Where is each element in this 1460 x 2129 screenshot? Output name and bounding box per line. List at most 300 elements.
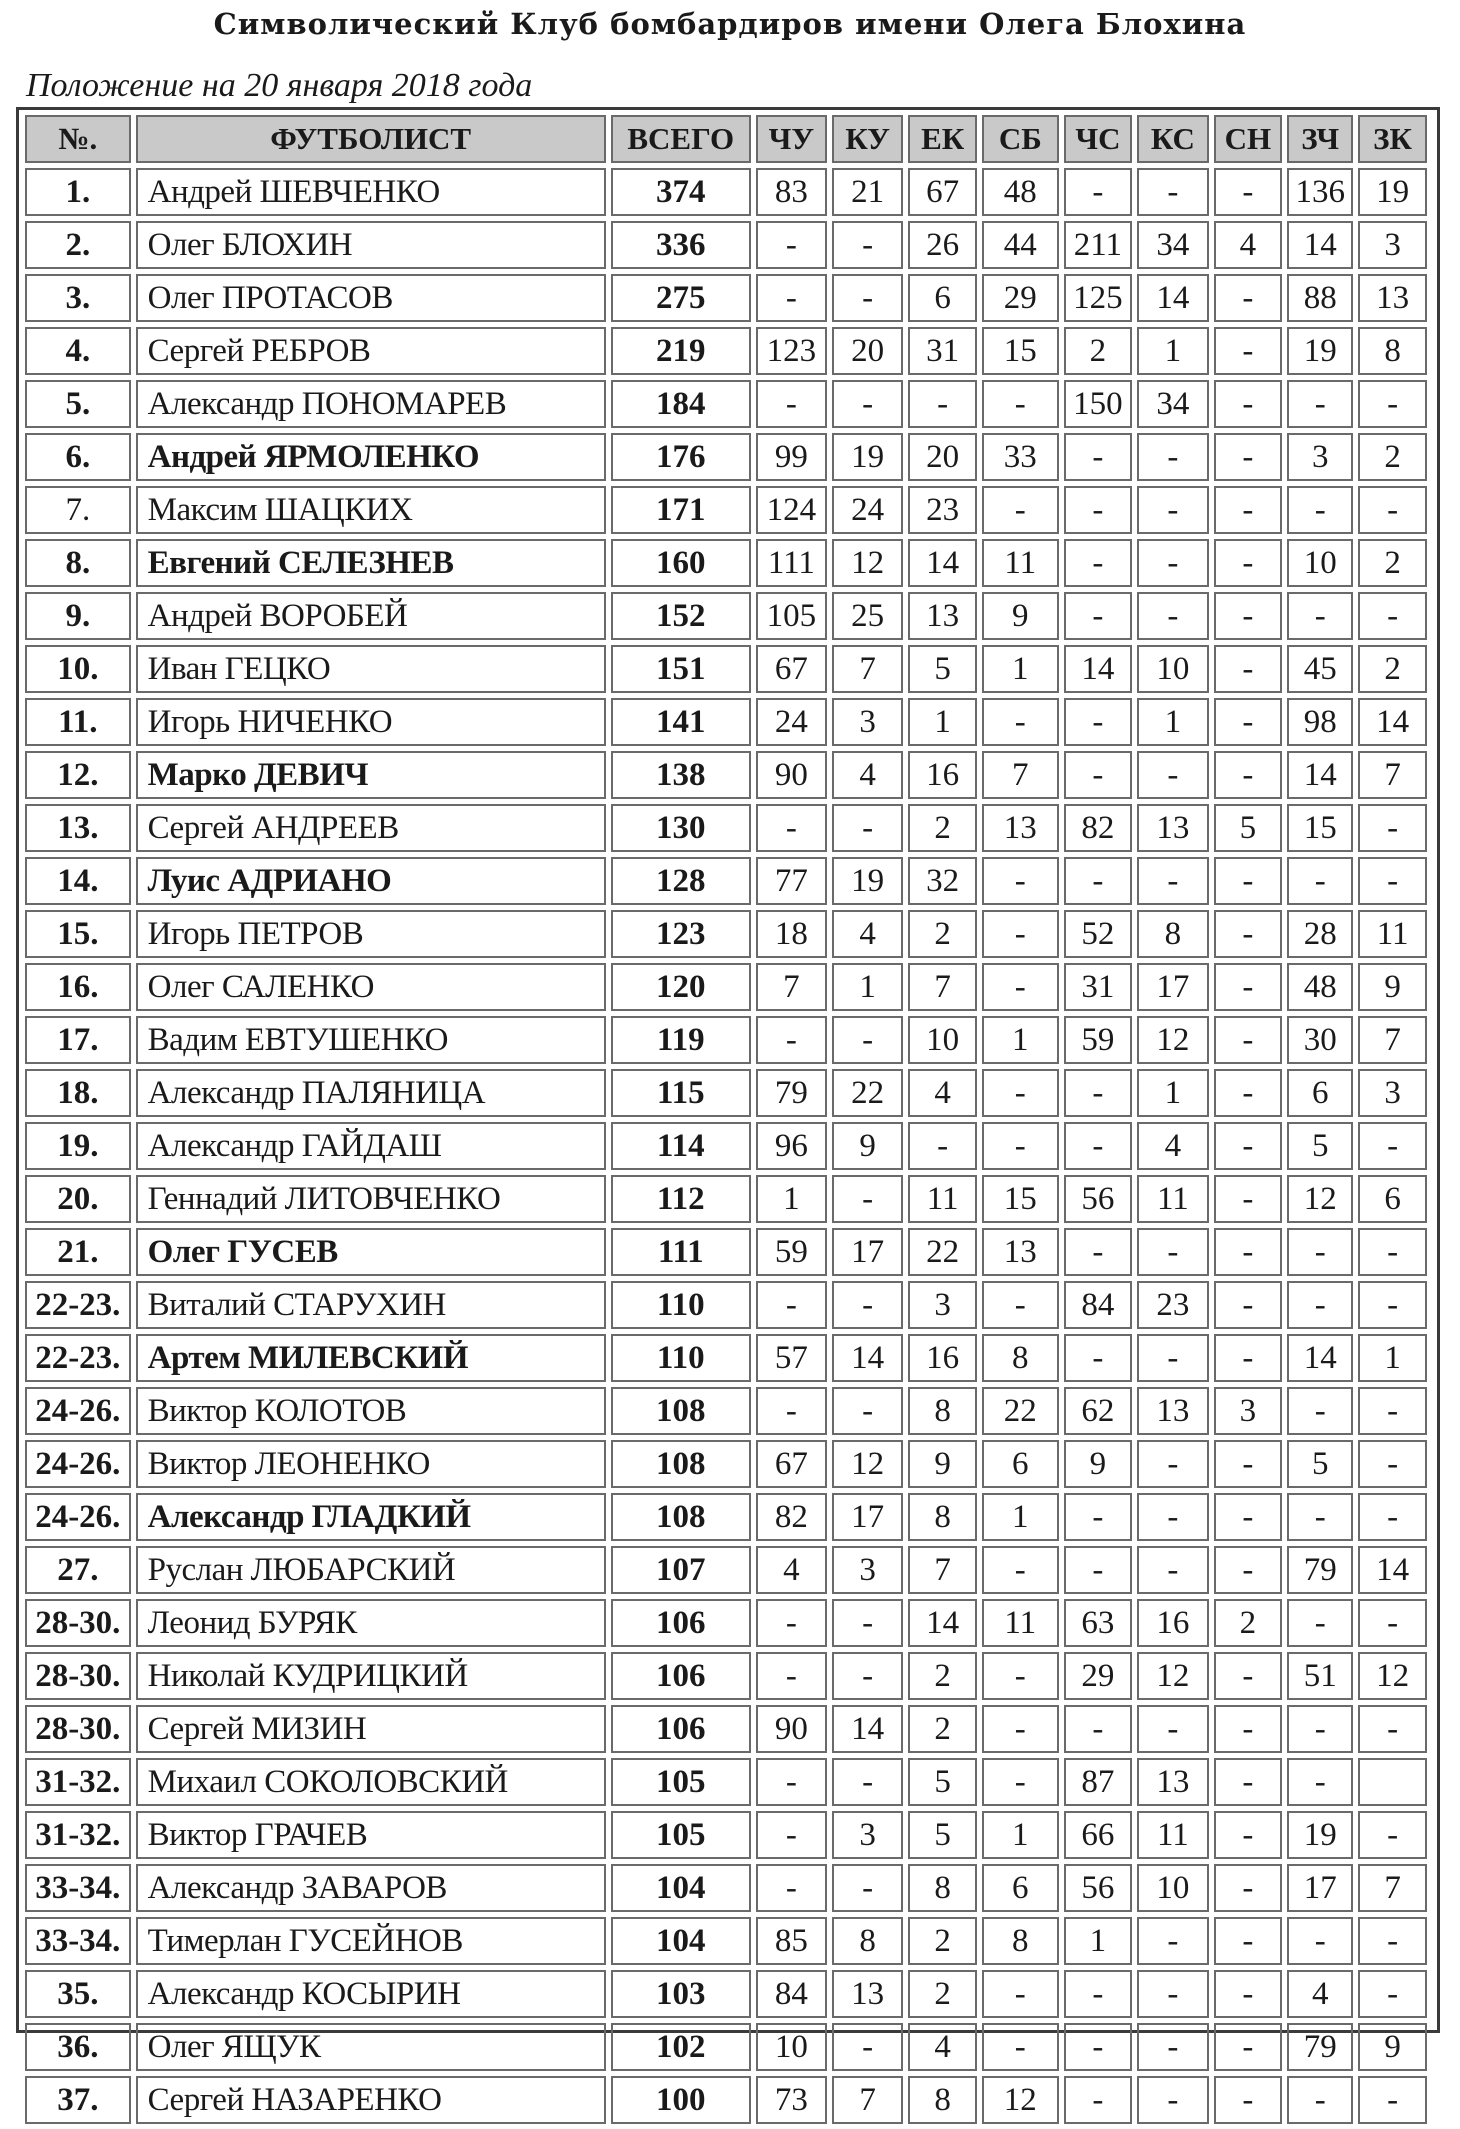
cell-total: 104 [611,1917,751,1965]
cell-zk: - [1358,804,1427,852]
cell-rank: 31-32. [25,1758,131,1806]
cell-sb: - [982,1970,1059,2018]
cell-zk: 7 [1358,751,1427,799]
cell-ks: - [1137,751,1208,799]
cell-total: 111 [611,1228,751,1276]
cell-ku: - [832,221,903,269]
cell-zch: 10 [1287,539,1353,587]
cell-player-name: Сергей НАЗАРЕНКО [136,2076,606,2124]
cell-chs: 1 [1064,1917,1133,1965]
cell-zch: - [1287,1758,1353,1806]
cell-sn: - [1214,1917,1283,1965]
cell-chu: 84 [756,1970,827,2018]
cell-ek: 5 [908,645,977,693]
cell-ku: - [832,1016,903,1064]
cell-sb: - [982,1705,1059,1753]
cell-total: 219 [611,327,751,375]
cell-zk: - [1358,1281,1427,1329]
cell-player-name: Виталий СТАРУХИН [136,1281,606,1329]
cell-rank: 12. [25,751,131,799]
cell-ks: - [1137,1334,1208,1382]
cell-rank: 37. [25,2076,131,2124]
cell-sn: - [1214,1016,1283,1064]
cell-player-name: Александр ЗАВАРОВ [136,1864,606,1912]
cell-sb: - [982,1122,1059,1170]
cell-player-name: Александр ГАЙДАШ [136,1122,606,1170]
cell-player-name: Сергей АНДРЕЕВ [136,804,606,852]
cell-player-name: Андрей ВОРОБЕЙ [136,592,606,640]
cell-chu: - [756,1864,827,1912]
cell-rank: 13. [25,804,131,852]
cell-chs: 52 [1064,910,1133,958]
cell-zk: 12 [1358,1652,1427,1700]
cell-total: 374 [611,168,751,216]
cell-rank: 20. [25,1175,131,1223]
cell-zch: - [1287,1917,1353,1965]
cell-rank: 27. [25,1546,131,1594]
cell-total: 108 [611,1493,751,1541]
cell-zch: 5 [1287,1440,1353,1488]
cell-sb: 29 [982,274,1059,322]
table-row [25,274,1427,322]
cell-sb: 33 [982,433,1059,481]
cell-sb: 6 [982,1864,1059,1912]
cell-zch: 5 [1287,1122,1353,1170]
cell-sb: 1 [982,1016,1059,1064]
cell-zch: 14 [1287,221,1353,269]
cell-ku: 12 [832,539,903,587]
cell-ek: 22 [908,1228,977,1276]
cell-chu: - [756,804,827,852]
cell-zch: 14 [1287,1334,1353,1382]
cell-chs: 87 [1064,1758,1133,1806]
cell-ku: 7 [832,645,903,693]
cell-ku: 19 [832,433,903,481]
table-frame [16,107,1440,2118]
table-row [25,910,1427,958]
cell-ku: - [832,804,903,852]
cell-total: 141 [611,698,751,746]
cell-rank: 28-30. [25,1705,131,1753]
cell-sb: 12 [982,2076,1059,2124]
cell-ku: - [832,1758,903,1806]
cell-total: 103 [611,1970,751,2018]
cell-zk: - [1358,1970,1427,2018]
cell-zk: - [1358,1387,1427,1435]
cell-rank: 31-32. [25,1811,131,1859]
cell-sn: - [1214,2023,1283,2071]
cell-ks: 1 [1137,327,1208,375]
cell-player-name: Сергей МИЗИН [136,1705,606,1753]
page-title: Символический Клуб бомбардиров имени Олега Блохина [213,7,1247,41]
cell-chu: 82 [756,1493,827,1541]
cell-zch: 19 [1287,327,1353,375]
cell-sb: 1 [982,645,1059,693]
cell-zk: 2 [1358,645,1427,693]
cell-chs: 9 [1064,1440,1133,1488]
cell-ku: 3 [832,1811,903,1859]
cell-ks: - [1137,168,1208,216]
table-row [25,2023,1427,2071]
cell-chs: - [1064,1334,1133,1382]
col-header-ks: КС [1137,115,1208,163]
cell-rank: 24-26. [25,1493,131,1541]
cell-sb: 15 [982,327,1059,375]
table-row [25,1122,1427,1170]
cell-sn: - [1214,645,1283,693]
cell-ks: 1 [1137,1069,1208,1117]
cell-rank: 33-34. [25,1864,131,1912]
cell-chu: 96 [756,1122,827,1170]
cell-ek: 8 [908,1387,977,1435]
cell-total: 112 [611,1175,751,1223]
cell-rank: 10. [25,645,131,693]
cell-ku: 14 [832,1705,903,1753]
table-row [25,1228,1427,1276]
cell-ek: 5 [908,1758,977,1806]
cell-ek: 2 [908,1917,977,1965]
cell-ek: 5 [908,1811,977,1859]
cell-zk: 3 [1358,1069,1427,1117]
cell-ek: 6 [908,274,977,322]
cell-player-name: Сергей РЕБРОВ [136,327,606,375]
cell-total: 105 [611,1811,751,1859]
cell-rank: 24-26. [25,1440,131,1488]
cell-ku: 7 [832,2076,903,2124]
cell-player-name: Михаил СОКОЛОВСКИЙ [136,1758,606,1806]
cell-zch: 15 [1287,804,1353,852]
cell-ek: 23 [908,486,977,534]
cell-chs: - [1064,592,1133,640]
cell-zk: 8 [1358,327,1427,375]
header-row [25,115,1427,163]
cell-chu: 105 [756,592,827,640]
col-header-number: №. [25,115,131,163]
cell-sn: - [1214,1864,1283,1912]
cell-total: 160 [611,539,751,587]
cell-ku: 21 [832,168,903,216]
cell-ks: - [1137,433,1208,481]
cell-chs: 84 [1064,1281,1133,1329]
cell-chu: 90 [756,1705,827,1753]
table-row [25,804,1427,852]
cell-ks: - [1137,1705,1208,1753]
cell-chs: - [1064,751,1133,799]
cell-ks: 16 [1137,1599,1208,1647]
cell-total: 106 [611,1652,751,1700]
cell-chs: - [1064,2076,1133,2124]
cell-total: 100 [611,2076,751,2124]
cell-sb: 7 [982,751,1059,799]
cell-zk: 14 [1358,1546,1427,1594]
cell-ks: - [1137,539,1208,587]
cell-total: 105 [611,1758,751,1806]
cell-ek: - [908,380,977,428]
cell-sn: - [1214,857,1283,905]
cell-zch: - [1287,1705,1353,1753]
cell-rank: 21. [25,1228,131,1276]
cell-ku: 17 [832,1493,903,1541]
cell-sn: 4 [1214,221,1283,269]
cell-ek: 4 [908,2023,977,2071]
cell-ku: - [832,380,903,428]
cell-zk: 7 [1358,1016,1427,1064]
table-row [25,1069,1427,1117]
cell-sn: - [1214,1811,1283,1859]
cell-zch: 14 [1287,751,1353,799]
col-header-zk: ЗК [1358,115,1427,163]
cell-rank: 16. [25,963,131,1011]
cell-ks: - [1137,486,1208,534]
cell-chs: 56 [1064,1864,1133,1912]
cell-player-name: Иван ГЕЦКО [136,645,606,693]
cell-player-name: Тимерлан ГУСЕЙНОВ [136,1917,606,1965]
cell-zch: 79 [1287,1546,1353,1594]
cell-ek: 16 [908,751,977,799]
cell-total: 336 [611,221,751,269]
cell-sn: - [1214,698,1283,746]
cell-sn: - [1214,1652,1283,1700]
cell-sn: - [1214,1758,1283,1806]
cell-zk: - [1358,1440,1427,1488]
table-row [25,380,1427,428]
table-row [25,1546,1427,1594]
cell-rank: 1. [25,168,131,216]
cell-ku: 17 [832,1228,903,1276]
cell-chs: - [1064,1546,1133,1594]
cell-zk: - [1358,380,1427,428]
cell-ek: 2 [908,1970,977,2018]
cell-ks: 13 [1137,1758,1208,1806]
cell-ek: 2 [908,910,977,958]
cell-zch: - [1287,857,1353,905]
table-row [25,1917,1427,1965]
cell-ek: - [908,1122,977,1170]
col-header-ek: ЕК [908,115,977,163]
table-row [25,1440,1427,1488]
cell-rank: 3. [25,274,131,322]
table-row [25,1705,1427,1753]
cell-rank: 24-26. [25,1387,131,1435]
table-row [25,433,1427,481]
table-row [25,645,1427,693]
cell-total: 106 [611,1599,751,1647]
table-row [25,1970,1427,2018]
cell-rank: 33-34. [25,1917,131,1965]
cell-ek: 67 [908,168,977,216]
cell-sb: 1 [982,1811,1059,1859]
cell-player-name: Олег ЯЩУК [136,2023,606,2071]
cell-ku: - [832,1652,903,1700]
cell-ks: - [1137,1493,1208,1541]
cell-ks: 4 [1137,1122,1208,1170]
cell-chs: - [1064,857,1133,905]
cell-ku: - [832,274,903,322]
cell-sb: 22 [982,1387,1059,1435]
cell-chu: - [756,1016,827,1064]
cell-total: 110 [611,1334,751,1382]
cell-ek: 8 [908,1864,977,1912]
table-row [25,1334,1427,1382]
cell-sn: - [1214,1493,1283,1541]
cell-ks: 13 [1137,1387,1208,1435]
cell-zk: - [1358,486,1427,534]
cell-zch: 12 [1287,1175,1353,1223]
cell-sn: - [1214,751,1283,799]
table-row [25,592,1427,640]
cell-zch: 4 [1287,1970,1353,2018]
col-header-total: ВСЕГО [611,115,751,163]
cell-ks: - [1137,857,1208,905]
cell-chu: - [756,1652,827,1700]
cell-sn: - [1214,1122,1283,1170]
cell-ks: - [1137,592,1208,640]
cell-sn: - [1214,963,1283,1011]
cell-rank: 15. [25,910,131,958]
cell-player-name: Олег САЛЕНКО [136,963,606,1011]
cell-zk: 1 [1358,1334,1427,1382]
cell-rank: 17. [25,1016,131,1064]
cell-chu: 90 [756,751,827,799]
cell-chs: 59 [1064,1016,1133,1064]
cell-ku: 3 [832,698,903,746]
cell-chu: 57 [756,1334,827,1382]
cell-chs: 31 [1064,963,1133,1011]
cell-sb: - [982,1546,1059,1594]
table-row [25,327,1427,375]
cell-chu: 79 [756,1069,827,1117]
cell-ku: 22 [832,1069,903,1117]
cell-ks: 10 [1137,1864,1208,1912]
table-row [25,698,1427,746]
cell-player-name: Руслан ЛЮБАРСКИЙ [136,1546,606,1594]
table-row [25,1811,1427,1859]
standings-date: Положение на 20 января 2018 года [26,67,533,104]
cell-zch: 3 [1287,433,1353,481]
table-row [25,168,1427,216]
cell-zk: - [1358,592,1427,640]
cell-sb: - [982,486,1059,534]
cell-rank: 8. [25,539,131,587]
cell-ek: 4 [908,1069,977,1117]
cell-sn: - [1214,1334,1283,1382]
cell-ku: 19 [832,857,903,905]
table-row [25,1599,1427,1647]
cell-total: 110 [611,1281,751,1329]
cell-ks: 34 [1137,221,1208,269]
cell-player-name: Олег ГУСЕВ [136,1228,606,1276]
cell-zch: - [1287,380,1353,428]
cell-ku: - [832,1281,903,1329]
cell-total: 104 [611,1864,751,1912]
cell-sb: 11 [982,1599,1059,1647]
cell-player-name: Александр ПОНОМАРЕВ [136,380,606,428]
cell-total: 115 [611,1069,751,1117]
cell-chs: 14 [1064,645,1133,693]
cell-ek: 9 [908,1440,977,1488]
cell-sn: 2 [1214,1599,1283,1647]
cell-rank: 4. [25,327,131,375]
cell-sn: - [1214,1175,1283,1223]
cell-total: 275 [611,274,751,322]
cell-zch: 136 [1287,168,1353,216]
cell-sb: - [982,1758,1059,1806]
cell-player-name: Николай КУДРИЦКИЙ [136,1652,606,1700]
cell-chu: - [756,1281,827,1329]
cell-zk: 2 [1358,433,1427,481]
cell-sb: 8 [982,1917,1059,1965]
cell-sn: - [1214,1069,1283,1117]
cell-chu: 18 [756,910,827,958]
cell-ks: 11 [1137,1175,1208,1223]
cell-zk: 3 [1358,221,1427,269]
cell-ek: 2 [908,804,977,852]
cell-sn: 3 [1214,1387,1283,1435]
cell-chu: 99 [756,433,827,481]
cell-zch: - [1287,486,1353,534]
cell-zch: 19 [1287,1811,1353,1859]
cell-ks: - [1137,1546,1208,1594]
cell-total: 138 [611,751,751,799]
cell-player-name: Виктор ГРАЧЕВ [136,1811,606,1859]
cell-total: 130 [611,804,751,852]
cell-sn: - [1214,1440,1283,1488]
col-header-player: ФУТБОЛИСТ [136,115,606,163]
cell-chs: - [1064,1069,1133,1117]
cell-player-name: Вадим ЕВТУШЕНКО [136,1016,606,1064]
col-header-chu: ЧУ [756,115,827,163]
cell-chu: 73 [756,2076,827,2124]
cell-ek: 26 [908,221,977,269]
col-header-ku: КУ [832,115,903,163]
cell-sb: - [982,380,1059,428]
cell-zk: - [1358,1917,1427,1965]
cell-rank: 11. [25,698,131,746]
cell-total: 152 [611,592,751,640]
cell-ek: 14 [908,539,977,587]
cell-player-name: Олег ПРОТАСОВ [136,274,606,322]
cell-ek: 16 [908,1334,977,1382]
cell-zk: - [1358,1122,1427,1170]
cell-zch: 79 [1287,2023,1353,2071]
cell-sb: - [982,1069,1059,1117]
cell-ks: 8 [1137,910,1208,958]
table-row [25,486,1427,534]
cell-zch: 17 [1287,1864,1353,1912]
cell-ek: 13 [908,592,977,640]
cell-rank: 19. [25,1122,131,1170]
cell-sb: 13 [982,804,1059,852]
cell-zch: 45 [1287,645,1353,693]
cell-total: 120 [611,963,751,1011]
cell-total: 102 [611,2023,751,2071]
cell-ek: 20 [908,433,977,481]
cell-chu: 124 [756,486,827,534]
cell-player-name: Александр ПАЛЯНИЦА [136,1069,606,1117]
cell-zk: 9 [1358,963,1427,1011]
cell-chs: 82 [1064,804,1133,852]
cell-chu: - [756,1811,827,1859]
table-row [25,1175,1427,1223]
cell-total: 128 [611,857,751,905]
cell-rank: 9. [25,592,131,640]
cell-zch: 6 [1287,1069,1353,1117]
cell-sn: - [1214,539,1283,587]
cell-ks: - [1137,1917,1208,1965]
table-row [25,1387,1427,1435]
cell-zk: 13 [1358,274,1427,322]
cell-sn: - [1214,486,1283,534]
